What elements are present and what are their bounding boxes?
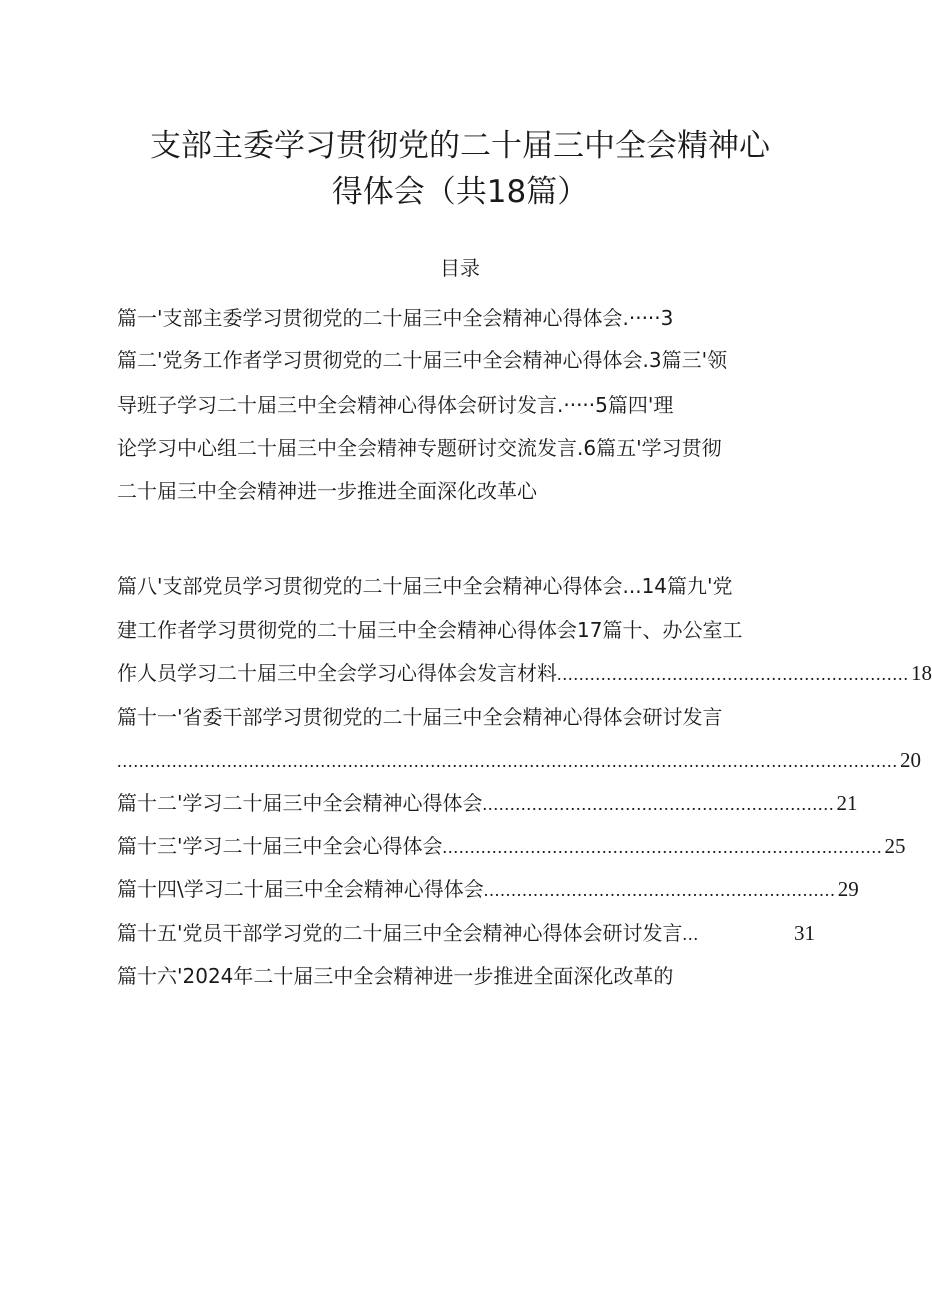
toc-line-text: 作人员学习二十届三中全会学习心得体会发言材料 xyxy=(117,661,557,685)
toc-line xyxy=(117,345,815,375)
toc-line-text: 篇十一'省委干部学习贯彻党的二十届三中全会精神心得体会研讨发言 xyxy=(117,705,723,729)
document-title-line-2: 得体会（共18篇） xyxy=(331,174,589,210)
toc-heading: 目录 xyxy=(440,256,480,280)
toc-page-number: 21 xyxy=(836,791,858,815)
toc-line-text: 篇十六'2024年二十届三中全会精神进一步推进全面深化改革的 xyxy=(117,964,674,988)
toc-line-text: 篇一'支部主委学习贯彻党的二十届三中全会精神心得体会.·····3 xyxy=(117,306,674,330)
toc-line xyxy=(117,788,858,819)
toc-line xyxy=(117,831,906,862)
toc-page-number: 31 xyxy=(794,921,815,945)
toc-leader-dots: ................................................................ xyxy=(483,880,836,900)
toc-line xyxy=(117,918,815,949)
toc-line-text: 导班子学习二十届三中全会精神心得体会研讨发言.·····5篇四'理 xyxy=(117,393,674,417)
toc-line-text: 论学习中心组二十届三中全会精神专题研讨交流发言.6篇五'学习贯彻 xyxy=(117,436,722,460)
toc-line-text: 篇十三'学习二十届三中全会心得体会 xyxy=(117,834,443,858)
toc-line xyxy=(117,658,932,689)
toc-line xyxy=(117,390,815,420)
toc-line-text: 篇十五'党员干部学习党的二十届三中全会精神心得体会研讨发言 xyxy=(117,921,683,945)
toc-line xyxy=(117,702,815,732)
toc-leader-dots: .............................................................................................................................................. xyxy=(117,751,898,771)
toc-line-text: 建工作者学习贯彻党的二十届三中全会精神心得体会17篇十、办公室工 xyxy=(117,618,743,642)
toc-leader-dots: ................................................................ xyxy=(482,794,835,814)
toc-line xyxy=(117,874,859,905)
toc-line xyxy=(117,745,921,776)
toc-line-text: 篇十二'学习二十届三中全会精神心得体会 xyxy=(117,791,483,815)
toc-page-number: 18 xyxy=(911,661,932,685)
toc-leader-dots: ................................................................ xyxy=(557,664,909,684)
toc-line-text: 篇十四\学习二十届三中全会精神心得体会 xyxy=(117,877,484,901)
toc-leader-dots: ................................................................................ xyxy=(442,837,883,857)
document-title-line-1: 支部主委学习贯彻党的二十届三中全会精神心 xyxy=(150,128,770,164)
toc-line xyxy=(117,476,815,506)
toc-line xyxy=(117,433,815,463)
toc-line xyxy=(117,961,815,991)
toc-line-text: 篇二'党务工作者学习贯彻党的二十届三中全会精神心得体会.3篇三'领 xyxy=(117,348,728,372)
toc-page-number: 25 xyxy=(884,834,906,858)
toc-page-number: 29 xyxy=(837,877,859,901)
toc-line xyxy=(117,615,815,645)
toc-line-text: 二十届三中全会精神进一步推进全面深化改革心 xyxy=(117,479,537,503)
toc-line xyxy=(117,303,815,333)
toc-leader-dots: ... xyxy=(682,924,699,944)
toc-line-text: 篇八'支部党员学习贯彻党的二十届三中全会精神心得体会...14篇九'党 xyxy=(117,574,733,598)
toc-line xyxy=(117,571,815,601)
toc-page-number: 20 xyxy=(900,748,921,772)
